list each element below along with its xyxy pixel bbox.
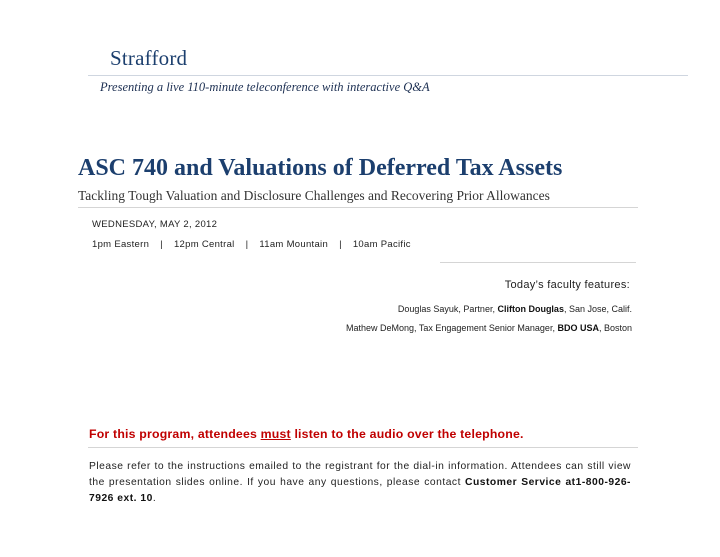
header-divider bbox=[88, 75, 688, 76]
instructions-paragraph bbox=[89, 459, 631, 507]
faculty-firm: Clifton Douglas bbox=[497, 304, 564, 314]
tagline: Presenting a live 110-minute teleconference with interactive Q&A bbox=[100, 80, 430, 94]
page-title: ASC 740 and Valuations of Deferred Tax Assets bbox=[78, 155, 563, 181]
faculty-heading: Today’s faculty features: bbox=[504, 279, 630, 291]
instructions-end: . bbox=[152, 493, 157, 504]
faculty-name-role: Mathew DeMong, Tax Engagement Senior Manager, bbox=[345, 323, 558, 333]
instructions-text: Please refer to the instructions emailed to the registrant for the dial-in information. Attendees can still view the presentation slides online. If you have any questions, please contact bbox=[89, 461, 631, 488]
time-mountain: 11am Mountain bbox=[259, 239, 329, 250]
faculty-location: , San Jose, Calif. bbox=[563, 304, 632, 314]
notice-before: For this program, attendees bbox=[89, 427, 261, 441]
notice-emphasis: must bbox=[260, 427, 291, 441]
time-separator: | bbox=[245, 239, 249, 250]
subtitle-divider bbox=[78, 207, 638, 208]
notice-divider bbox=[88, 447, 638, 448]
faculty-member bbox=[346, 323, 632, 333]
page-subtitle: Tackling Tough Valuation and Disclosure Challenges and Recovering Prior Allowances bbox=[78, 188, 550, 203]
audio-notice bbox=[89, 427, 524, 441]
time-central: 12pm Central bbox=[173, 239, 235, 250]
strafford-logo: Strafford bbox=[110, 46, 188, 70]
time-separator: | bbox=[160, 239, 163, 250]
time-pacific: 10am Pacific bbox=[352, 239, 411, 250]
event-times bbox=[92, 239, 411, 250]
notice-after: listen to the audio over the telephone. bbox=[290, 427, 524, 441]
time-eastern: 1pm Eastern bbox=[92, 239, 150, 250]
faculty-member bbox=[398, 304, 632, 314]
faculty-location: , Boston bbox=[598, 323, 632, 333]
faculty-name-role: Douglas Sayuk, Partner, bbox=[397, 304, 498, 314]
time-separator: | bbox=[339, 239, 342, 250]
faculty-divider bbox=[440, 262, 636, 263]
faculty-firm: BDO USA bbox=[557, 323, 599, 333]
customer-service-contact: Customer Service at1-800-926-7926 ext. 10 bbox=[89, 477, 631, 504]
event-date: WEDNESDAY, MAY 2, 2012 bbox=[92, 219, 218, 230]
